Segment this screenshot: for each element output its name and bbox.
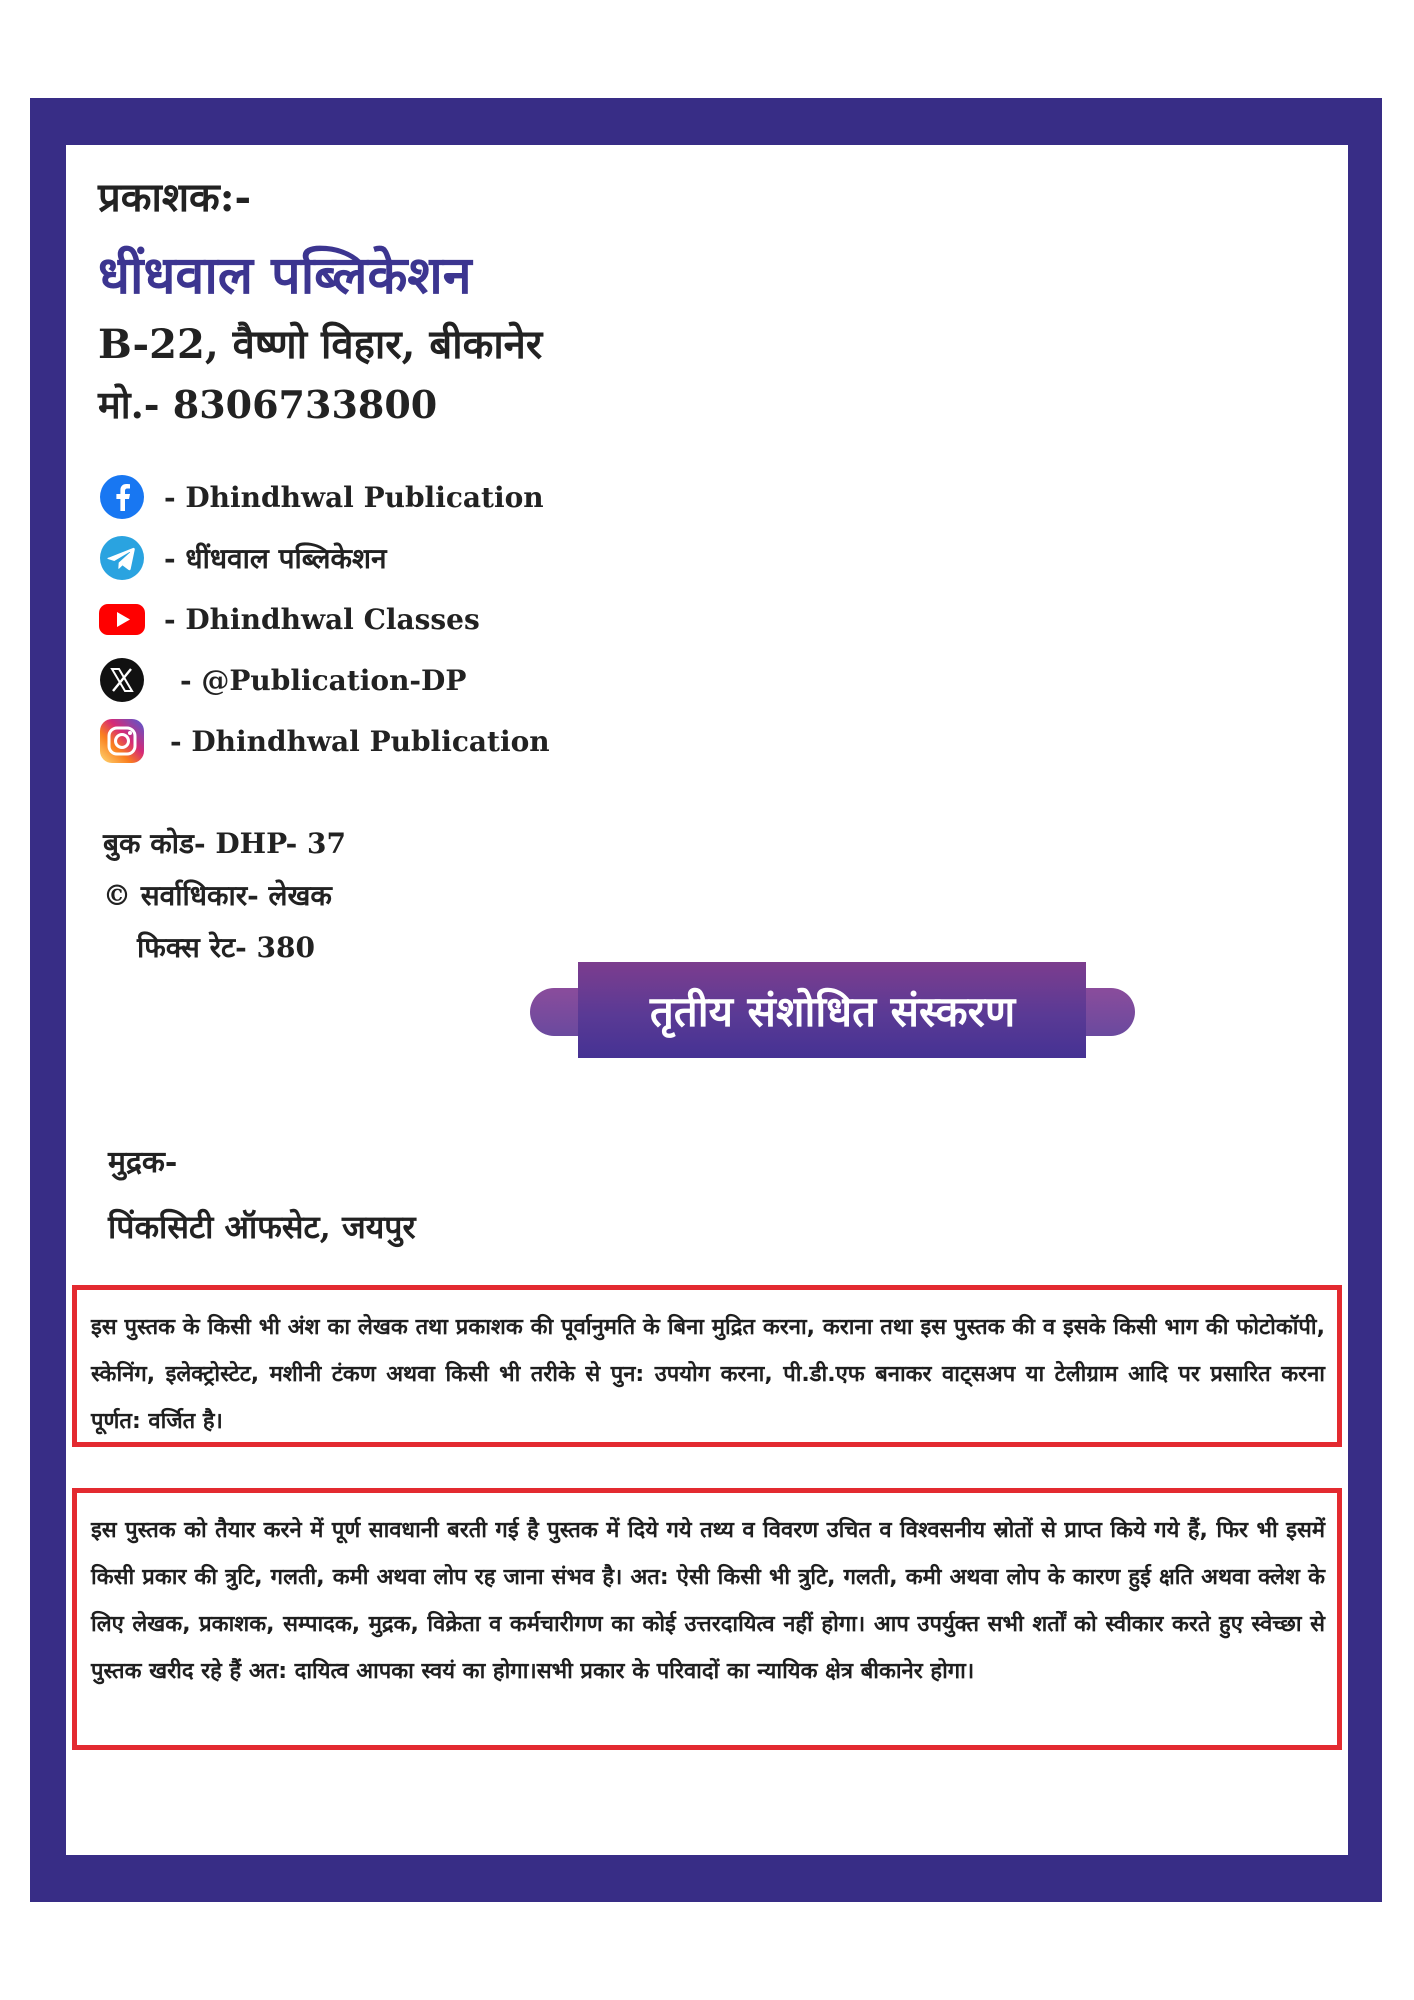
disclaimer-notice-box: इस पुस्तक को तैयार करने में पूर्ण सावधानी बरती गई है पुस्तक में दिये गये तथ्य व विवरण उचित व विश्वसनीय स्रोतों से प्राप्त किये गये हैं, फिर भी इसमें किसी प्रकार की त्रुटि, गलती, कमी अथवा लोप रह जाना संभव है। अत: ऐसी किसी भी त्रुटि, गलती, कमी अथवा लोप के कारण हुई क्षति अथवा क्लेश के लिए लेखक, प्रकाशक, सम्पादक, मुद्रक, विक्रेता व कर्मचारीगण का कोई उत्तरदायित्व नहीं होगा। आप उपर्युक्त सभी शर्तों को स्वीकार करते हुए स्वेच्छा से पुस्तक खरीद रहे हैं अत: दायित्व आपका स्वयं का होगा।सभी प्रकार के परिवादों का न्यायिक क्षेत्र बीकानेर होगा। [72,1488,1342,1750]
social-item-telegram[interactable] [98,529,550,587]
publisher-name: धींधवाल पब्लिकेशन [98,245,472,306]
copyright-notice-box: इस पुस्तक के किसी भी अंश का लेखक तथा प्रकाशक की पूर्वानुमति के बिना मुद्रित करना, कराना तथा इस पुस्तक की व इसके किसी भाग की फोटोकॉपी, स्केनिंग, इलेक्ट्रोस्टेट, मशीनी टंकण अथवा किसी भी तरीके से पुन: उपयोग करना, पी.डी.एफ बनाकर वाट्सअप या टेलीग्राम आदि पर प्रसारित करना पूर्णत: वर्जित है। [72,1285,1342,1447]
edition-title: तृतीय संशोधित संस्करण [649,986,1016,1036]
edition-banner [530,962,1135,1058]
copyright-line: © सर्वाधिकार- लेखक [103,879,332,912]
x-icon [98,656,146,704]
social-links [98,468,550,773]
social-label: - धींधवाल पब्लिकेशन [164,542,387,575]
youtube-icon [98,595,146,643]
publisher-phone: मो.- 8306733800 [98,382,438,427]
printer-label: मुद्रक- [108,1145,178,1180]
book-meta [103,818,346,974]
social-label: - Dhindhwal Publication [164,480,544,514]
social-item-facebook[interactable] [98,468,550,526]
telegram-icon [98,534,146,582]
printer-name: पिंकसिटी ऑफसेट, जयपुर [108,1208,416,1246]
social-item-youtube[interactable] [98,590,550,648]
publisher-address: B-22, वैष्णो विहार, बीकानेर [98,321,543,368]
instagram-icon [98,717,146,765]
social-label: - Dhindhwal Classes [164,602,480,636]
social-label: - @Publication-DP [180,663,467,697]
fixed-rate: फिक्स रेट- 380 [137,931,315,964]
social-item-instagram[interactable] [98,712,550,770]
facebook-icon [98,473,146,521]
publisher-label: प्रकाशक:- [98,174,252,221]
social-label: - Dhindhwal Publication [170,724,550,758]
social-item-x[interactable] [98,651,550,709]
book-code: बुक कोड- DHP- 37 [103,827,346,860]
